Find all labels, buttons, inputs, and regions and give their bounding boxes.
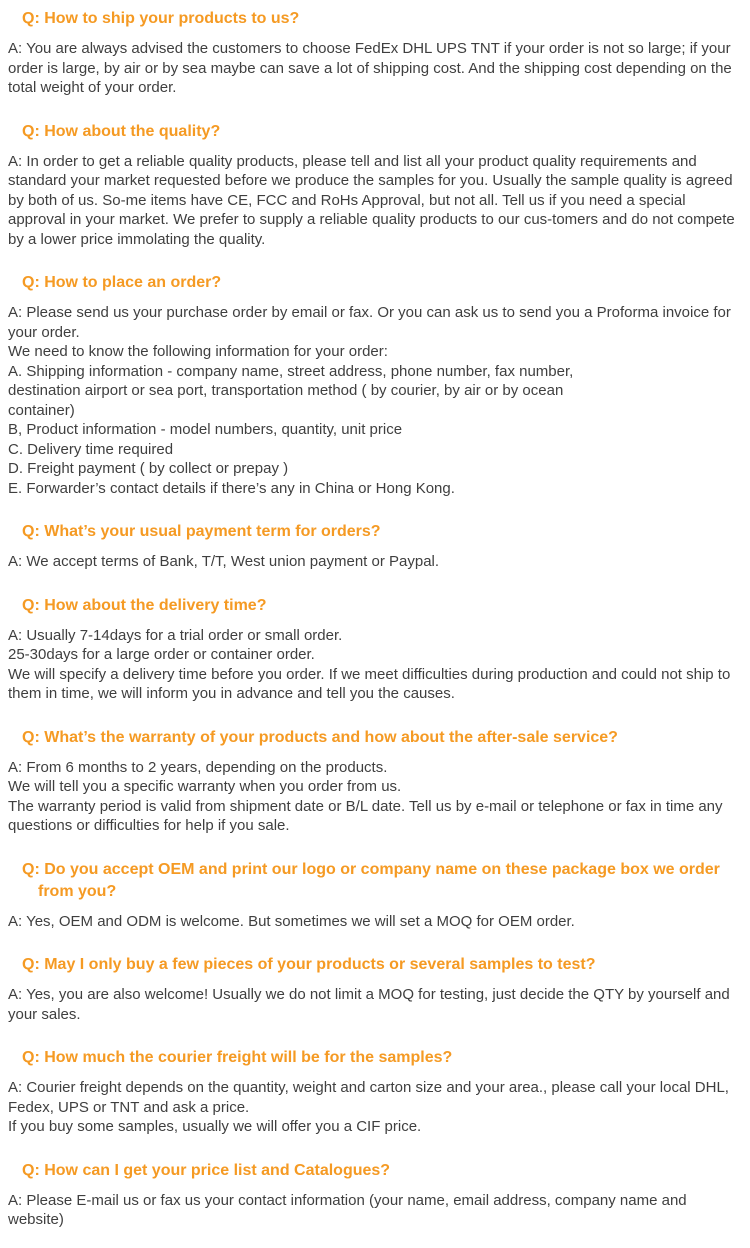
faq-item: [0, 521, 750, 572]
faq-answer-paragraph: A: Yes, you are also welcome! Usually we do not limit a MOQ for testing, just decide the QTY by yourself and your sales.: [8, 986, 730, 1023]
faq-answer: [8, 552, 742, 572]
faq-answer-paragraph: B, Product information - model numbers, quantity, unit price: [8, 421, 403, 438]
faq-answer: [8, 152, 742, 250]
faq-answer: [8, 912, 742, 932]
faq-question: Q: What’s your usual payment term for orders?: [22, 523, 381, 540]
faq-list: [0, 8, 750, 1248]
faq-answer-paragraph: E. Forwarder’s contact details if there’s any in China or Hong Kong.: [8, 479, 455, 497]
faq-question: Q: What’s the warranty of your products and how about the after-sale service?: [22, 728, 618, 746]
faq-answer-paragraph: A: Please E-mail us or fax us your contact information (your name, email address, company name and website): [8, 1191, 687, 1228]
faq-answer-paragraph: We need to know the following information for your order:: [8, 343, 388, 360]
faq-question: Q: Do you accept OEM and print our logo or company name on these package box we order from you?: [22, 860, 720, 900]
faq-answer-paragraph: A: We accept terms of Bank, T/T, West union payment or Paypal.: [8, 553, 440, 570]
faq-question: Q: How much the courier freight will be for the samples?: [22, 1049, 453, 1066]
faq-answer-paragraph: A: Courier freight depends on the quantity, weight and carton size and your area., please call your local DHL, Fedex, UPS or TNT and ask a price.: [8, 1079, 729, 1116]
faq-answer-paragraph: D. Freight payment ( by collect or prepay ): [8, 460, 289, 477]
faq-answer-paragraph: A. Shipping information - company name, street address, phone number, fax number,: [8, 362, 574, 380]
faq-answer-paragraph: A: From 6 months to 2 years, depending on the products.: [8, 758, 388, 776]
faq-answer-paragraph: A: In order to get a reliable quality products, please tell and list all your product quality requirements and standard your market requested before we produce the samples for you. Usually the sample quality is agreed by both of us. So-me items have CE, FCC and RoHs Approval, but not all. Tell us if you need a special approval in your market. We prefer to supply a reliable quality products to our cus-tomers and do not compete by a lower price immolating the quality.: [8, 152, 735, 248]
faq-answer-paragraph: C. Delivery time required: [8, 440, 174, 458]
faq-question: Q: How about the quality?: [22, 122, 221, 140]
faq-answer: [8, 39, 742, 98]
faq-answer: [8, 985, 742, 1024]
faq-item: [0, 1160, 750, 1230]
faq-item: [0, 272, 750, 498]
faq-question: Q: May I only buy a few pieces of your products or several samples to test?: [22, 956, 596, 973]
faq-answer: [8, 626, 742, 704]
faq-answer: [8, 758, 742, 836]
faq-item: [0, 954, 750, 1024]
faq-question: Q: How to place an order?: [22, 274, 222, 291]
faq-answer-paragraph: container): [8, 401, 75, 419]
faq-question: Q: How can I get your price list and Catalogues?: [22, 1161, 391, 1179]
faq-answer-paragraph: We will tell you a specific warranty when you order from us.: [8, 778, 402, 795]
faq-answer-paragraph: 25-30days for a large order or container order.: [8, 646, 315, 663]
faq-answer-paragraph: If you buy some samples, usually we will offer you a CIF price.: [8, 1118, 422, 1135]
faq-item: [0, 121, 750, 250]
faq-answer-paragraph: A: You are always advised the customers to choose FedEx DHL UPS TNT if your order is not so large; if your order is large, by air or by sea maybe can save a lot of shipping cost. And the shipping cost depending on the total weight of your order.: [8, 40, 732, 96]
faq-question: Q: How to ship your products to us?: [22, 10, 300, 27]
faq-item: [0, 859, 750, 932]
faq-answer: [8, 303, 742, 498]
faq-item: [0, 595, 750, 704]
faq-item: [0, 8, 750, 98]
faq-answer-paragraph: A: Usually 7-14days for a trial order or small order.: [8, 626, 343, 644]
faq-answer: [8, 1078, 742, 1137]
faq-answer-paragraph: A: Please send us your purchase order by email or fax. Or you can ask us to send you a Proforma invoice for your order.: [8, 304, 731, 341]
faq-item: [0, 1047, 750, 1137]
faq-answer-paragraph: We will specify a delivery time before you order. If we meet difficulties during production and could not ship to them in time, we will inform you in advance and tell you the causes.: [8, 665, 731, 702]
faq-answer-paragraph: The warranty period is valid from shipment date or B/L date. Tell us by e-mail or telephone or fax in time any questions or difficulties for help if you sale.: [8, 797, 723, 834]
faq-answer: [8, 1191, 742, 1230]
faq-answer-paragraph: A: Yes, OEM and ODM is welcome. But sometimes we will set a MOQ for OEM order.: [8, 912, 575, 930]
faq-answer-paragraph: destination airport or sea port, transportation method ( by courier, by air or by ocean: [8, 382, 564, 399]
faq-item: [0, 727, 750, 836]
faq-question: Q: How about the delivery time?: [22, 596, 267, 614]
